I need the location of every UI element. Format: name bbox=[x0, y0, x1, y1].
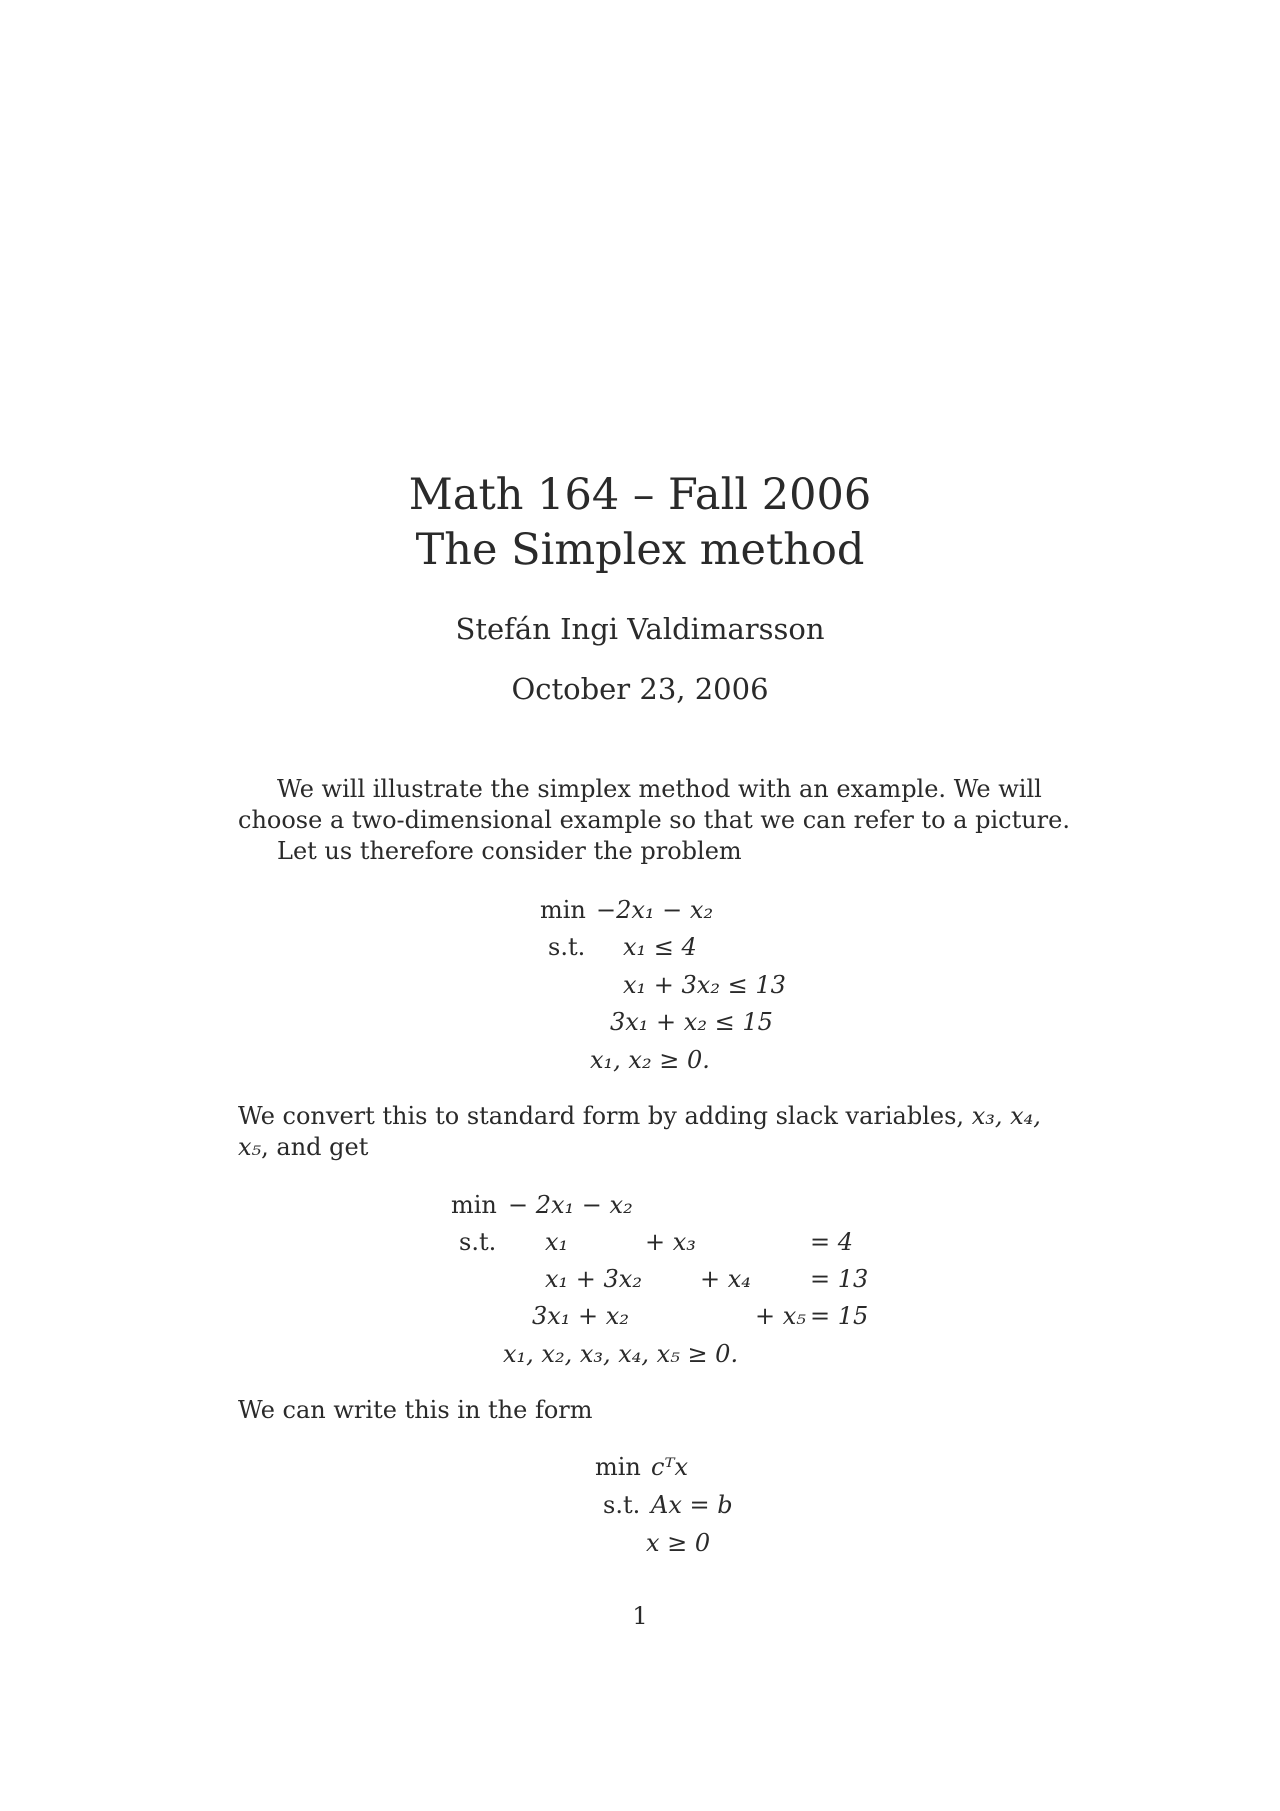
p2-st-label: s.t. bbox=[459, 1228, 497, 1256]
p3-nonnegativity: x ≥ 0 bbox=[646, 1529, 711, 1557]
p1-constraint-1: x₁ ≤ 4 bbox=[623, 933, 697, 961]
p2-c2-lhs: x₁ + 3x₂ bbox=[545, 1265, 642, 1293]
p1-st-label: s.t. bbox=[548, 933, 586, 961]
p2-c1-slack: + x₃ bbox=[645, 1228, 696, 1256]
title-line-2: The Simplex method bbox=[415, 525, 865, 575]
p1-constraint-3: 3x₁ + x₂ ≤ 15 bbox=[610, 1008, 773, 1036]
p2-c3-slack: + x₅ bbox=[755, 1302, 806, 1330]
p1-constraint-2: x₁ + 3x₂ ≤ 13 bbox=[623, 971, 786, 999]
p2-c3-lhs: 3x₁ + x₂ bbox=[532, 1302, 629, 1330]
p3-objective: cᵀx bbox=[651, 1453, 689, 1481]
p3-slack-vars: x₃, x₄, x₅ bbox=[238, 1102, 1041, 1161]
p1-min-label: min bbox=[540, 896, 586, 924]
page-number: 1 bbox=[632, 1602, 648, 1630]
p3-text: We convert this to standard form by adding slack variables, bbox=[238, 1102, 965, 1130]
p3-min-label: min bbox=[595, 1453, 641, 1481]
p3-tail: , and get bbox=[261, 1133, 369, 1161]
p2-min-label: min bbox=[451, 1191, 497, 1219]
date: October 23, 2006 bbox=[511, 672, 769, 706]
p2-nonnegativity: x₁, x₂, x₃, x₄, x₅ ≥ 0. bbox=[503, 1340, 739, 1368]
p3-st-label: s.t. bbox=[603, 1491, 641, 1519]
paragraph-intro: We will illustrate the simplex method with an example. We will choose a two-dimensional example so that we can refer to a picture. bbox=[238, 775, 1070, 834]
p2-c2-slack: + x₄ bbox=[700, 1265, 751, 1293]
paragraph-form: We can write this in the form bbox=[238, 1396, 593, 1424]
paragraph-standard-form bbox=[238, 1101, 1078, 1163]
paragraph-consider: Let us therefore consider the problem bbox=[277, 837, 742, 865]
author: Stefán Ingi Valdimarsson bbox=[455, 612, 825, 646]
title-line-1: Math 164 – Fall 2006 bbox=[408, 470, 872, 520]
p2-c2-rhs: = 13 bbox=[810, 1265, 869, 1293]
p2-c1-lhs: x₁ bbox=[545, 1228, 569, 1256]
p1-objective: −2x₁ − x₂ bbox=[596, 896, 714, 924]
p3-constraint: Ax = b bbox=[651, 1491, 733, 1519]
p2-c1-rhs: = 4 bbox=[810, 1228, 854, 1256]
p2-objective: − 2x₁ − x₂ bbox=[508, 1191, 633, 1219]
p2-c3-rhs: = 15 bbox=[810, 1302, 869, 1330]
p1-nonnegativity: x₁, x₂ ≥ 0. bbox=[590, 1046, 710, 1074]
